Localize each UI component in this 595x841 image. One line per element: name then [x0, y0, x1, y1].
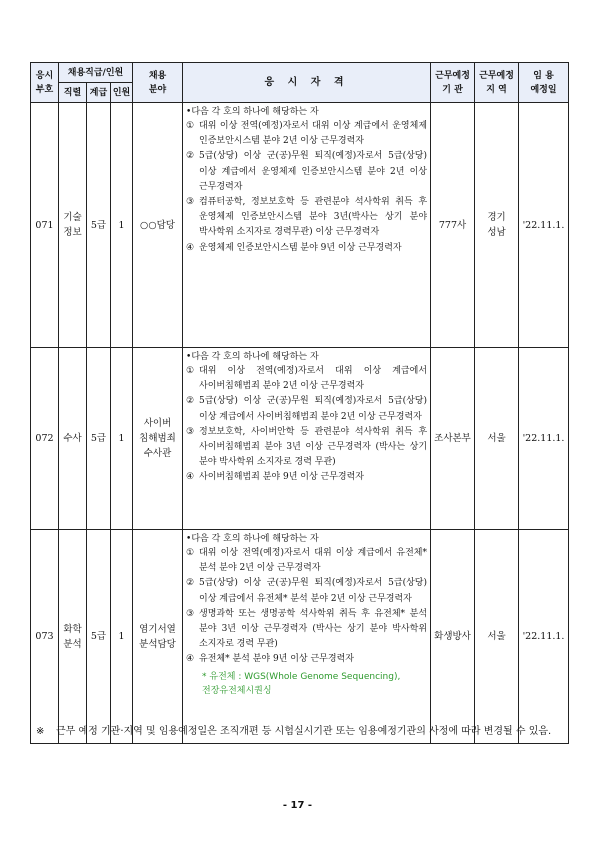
- cell-field: [133, 103, 183, 348]
- qualification-item: [186, 195, 427, 241]
- cell-count-line: 1: [118, 631, 125, 642]
- header-date: 임 용 예정일: [519, 63, 569, 103]
- cell-org-line: 777사: [438, 219, 467, 231]
- cell-region-line: 성남: [487, 227, 506, 238]
- qualification-item: [186, 425, 427, 471]
- qualification-item: [186, 394, 427, 424]
- qualification-item: [186, 241, 427, 256]
- cell-no-line: 071: [35, 219, 54, 231]
- cell-org: [431, 530, 475, 744]
- item-text: 대위 이상 전역(예정)자로서 대위 이상 계급에서 유전체* 분석 분야 2년 이상 근무경력자: [199, 548, 428, 574]
- header-row-1: [31, 63, 569, 83]
- qualification-item: [186, 149, 427, 195]
- cell-date-line: '22.11.1.: [522, 219, 565, 231]
- cell-region-line: 경기: [487, 212, 506, 223]
- cell-org-line: 조사본부: [434, 433, 471, 444]
- item-text: 생명과학 또는 생명공학 석사학위 취득 후 유전체* 분석 분야 3년 이상 근무경력자 (박사는 상기 분야 박사학위 소지자로 경력 무관): [199, 608, 428, 650]
- qualification-item: [186, 652, 427, 667]
- cell-count-line: 1: [118, 219, 125, 231]
- cell-no: [31, 530, 59, 744]
- cell-field-line: 염기서열: [139, 623, 176, 635]
- item-number: ①: [186, 366, 195, 376]
- item-number: ②: [186, 396, 195, 407]
- cell-grade: [87, 348, 111, 530]
- header-field: 채용 분야: [133, 63, 183, 103]
- item-number: ③: [186, 426, 195, 437]
- cell-date: [519, 530, 569, 744]
- item-text: 5급(상당) 이상 군(공)무원 퇴직(예정)자로서 5급(상당) 이상 계급에서 운영체제 인증보안시스템 분야 2년 이상 근무경력자: [199, 151, 428, 192]
- cell-field-line: 분석담당: [139, 638, 176, 650]
- cell-date: [519, 103, 569, 348]
- item-text: 5급(상당) 이상 군(공)무원 퇴직(예정)자로서 5급(상당) 이상 계급에서 유전체* 분석 분야 2년 이상 근무경력자: [199, 578, 428, 604]
- cell-region: [475, 530, 519, 744]
- item-number: ③: [186, 197, 195, 208]
- recruitment-table: [30, 62, 569, 744]
- footnote-text: 근무 예정 기관·지역 및 임용예정일은 조직개편 등 시험실시기관 또는 임용예정기관의 사정에 따라 변경될 수 있음.: [56, 726, 552, 737]
- cell-job-line: 분석: [63, 638, 82, 650]
- cell-qualification: [183, 348, 431, 530]
- cell-job-line: 수사: [63, 433, 82, 444]
- item-text: 컴퓨터공학, 정보보호학 등 관련분야 석사학위 취득 후 운영체제 인증보안시스템 분야 3년(박사는 상기 분야 박사학위 소지자로 경력무관) 이상 근무경력자: [199, 197, 428, 238]
- header-job: 직렬: [59, 83, 87, 103]
- cell-grade-line: 5급: [90, 433, 107, 444]
- item-number: ①: [186, 121, 195, 131]
- qualification-lead: •다음 각 호의 하나에 해당하는 자: [186, 107, 319, 117]
- cell-grade: [87, 103, 111, 348]
- cell-region-line: 서울: [487, 433, 506, 444]
- cell-field: [133, 530, 183, 744]
- cell-no: [31, 103, 59, 348]
- item-number: ③: [186, 608, 195, 619]
- header-no: 응시 부호: [31, 63, 59, 103]
- cell-grade: [87, 530, 111, 744]
- item-number: ④: [186, 654, 195, 665]
- cell-region: [475, 348, 519, 530]
- cell-field-line: ○○담당: [140, 219, 175, 231]
- cell-date: [519, 348, 569, 530]
- cell-field-line: 사이버: [143, 418, 172, 429]
- cell-org: [431, 103, 475, 348]
- cell-date-line: '22.11.1.: [522, 631, 565, 642]
- qualification-item: [186, 364, 427, 394]
- header-recruit-group: 채용직급/인원: [59, 63, 133, 83]
- item-text: 대위 이상 전역(예정)자로서 대위 이상 계급에서 운영체제 인증보안시스템 분야 2년 이상 근무경력자: [199, 121, 428, 147]
- header-org: 근무예정 기 관: [431, 63, 475, 103]
- cell-grade-line: 5급: [90, 631, 107, 642]
- item-number: ④: [186, 472, 195, 483]
- qualification-note: 전장유전체시퀀싱: [202, 685, 272, 696]
- header-region: 근무예정 지 역: [475, 63, 519, 103]
- table-row: [31, 348, 569, 530]
- cell-date-line: '22.11.1.: [522, 433, 565, 444]
- cell-job-line: 화학: [63, 623, 82, 635]
- cell-org: [431, 348, 475, 530]
- cell-region: [475, 103, 519, 348]
- cell-no-line: 073: [35, 631, 54, 642]
- qualification-item: [186, 470, 427, 485]
- qualification-lead: •다음 각 호의 하나에 해당하는 자: [186, 352, 319, 362]
- item-text: 유전체* 분석 분야 9년 이상 근무경력자: [199, 654, 354, 665]
- item-text: 사이버침해범죄 분야 9년 이상 근무경력자: [199, 472, 364, 483]
- qualification-item: [186, 607, 427, 653]
- footnote: [36, 722, 568, 741]
- footnote-mark: ※: [36, 726, 45, 737]
- cell-region-line: 서울: [487, 631, 506, 642]
- qualification-item: [186, 119, 427, 149]
- table-row: [31, 103, 569, 348]
- qualification-item: [186, 576, 427, 606]
- cell-grade-line: 5급: [90, 219, 107, 231]
- header-grade: 계급: [87, 83, 111, 103]
- cell-job: [59, 103, 87, 348]
- qualification-item: [186, 546, 427, 576]
- cell-field-line: 침해범죄: [139, 433, 176, 444]
- cell-field: [133, 348, 183, 530]
- item-text: 운영체제 인증보안시스템 분야 9년 이상 근무경력자: [199, 242, 402, 253]
- cell-no: [31, 348, 59, 530]
- header-qualification: 응 시 자 격: [183, 63, 431, 103]
- cell-field-line: 수사관: [143, 448, 172, 459]
- item-number: ④: [186, 242, 195, 253]
- item-number: ②: [186, 151, 195, 162]
- qualification-lead: •다음 각 호의 하나에 해당하는 자: [186, 534, 319, 544]
- item-number: ①: [186, 548, 195, 558]
- cell-count: [111, 103, 133, 348]
- page-number: - 17 -: [282, 800, 313, 811]
- table-row: [31, 530, 569, 744]
- cell-org-line: 화생방사: [434, 631, 471, 642]
- item-number: ②: [186, 578, 195, 589]
- cell-no-line: 072: [35, 433, 54, 444]
- cell-job: [59, 530, 87, 744]
- cell-qualification: [183, 530, 431, 744]
- cell-count: [111, 348, 133, 530]
- cell-count: [111, 530, 133, 744]
- item-text: 5급(상당) 이상 군(공)무원 퇴직(예정)자로서 5급(상당) 이상 계급에서 사이버침해범죄 분야 2년 이상 근무경력자: [199, 396, 428, 422]
- cell-job-line: 기술: [63, 212, 82, 223]
- item-text: 정보보호학, 사이버안학 등 관련분야 석사학위 취득 후 사이버침해범죄 분야 3년 이상 근무경력자 (박사는 상기 분야 박사학위 소지자로 경력 무관): [199, 426, 428, 468]
- item-text: 대위 이상 전역(예정)자로서 대위 이상 계급에서 사이버침해범죄 분야 2년 이상 근무경력자: [199, 366, 428, 392]
- header-count: 인원: [111, 83, 133, 103]
- qualification-note: * 유전체 : WGS(Whole Genome Sequencing),: [202, 671, 401, 682]
- cell-count-line: 1: [118, 433, 125, 444]
- cell-job-line: 정보: [63, 227, 82, 238]
- cell-qualification: [183, 103, 431, 348]
- cell-job: [59, 348, 87, 530]
